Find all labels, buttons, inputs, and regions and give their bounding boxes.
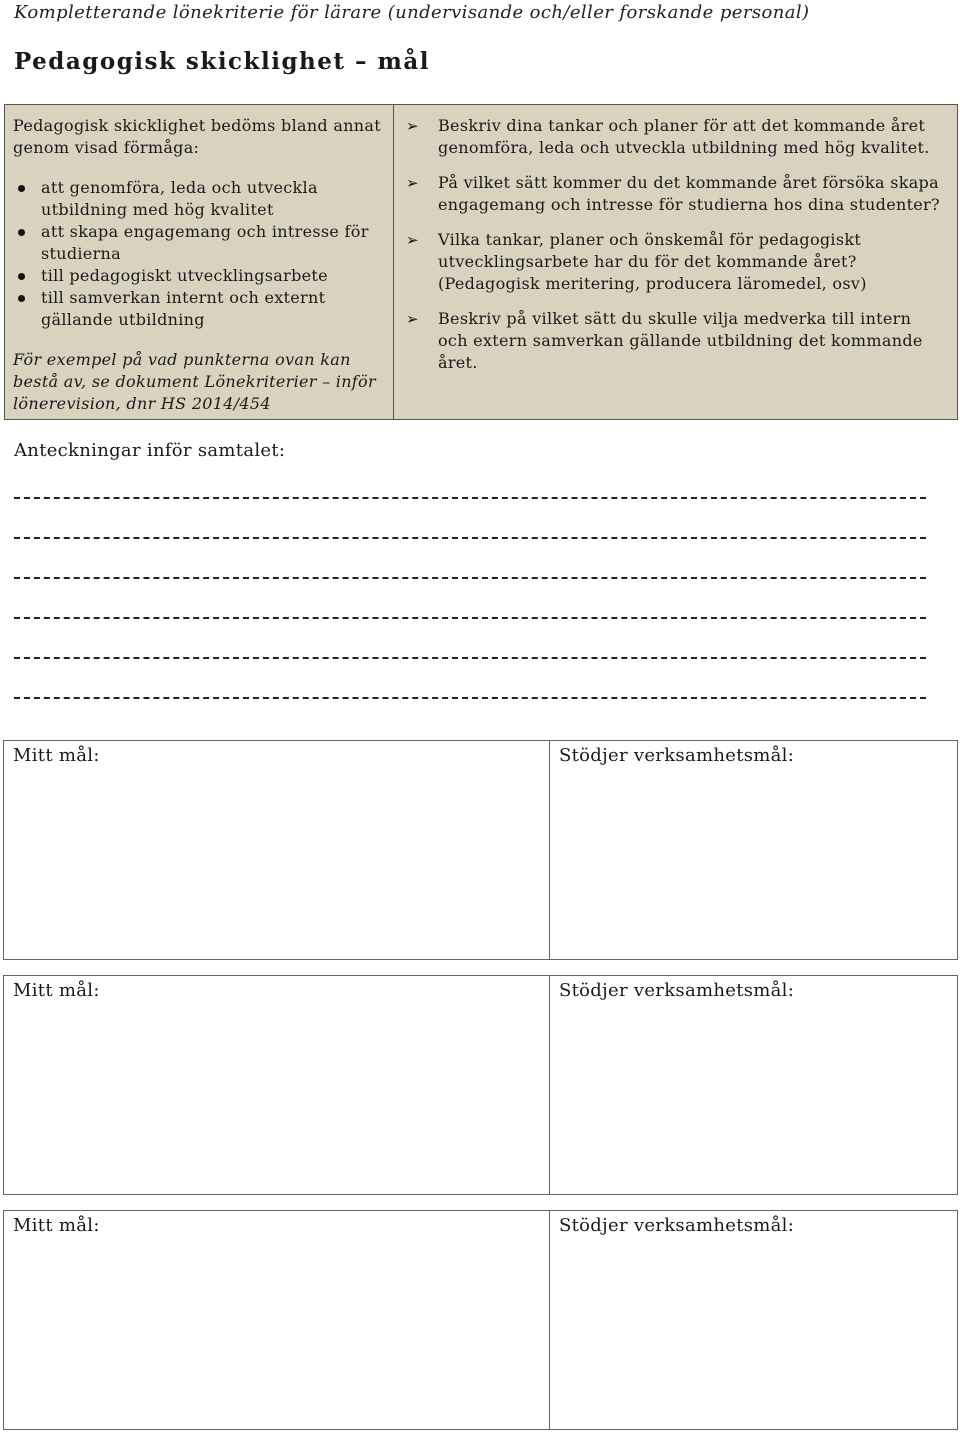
criteria-item: till samverkan internt och externt gällande utbildning bbox=[13, 287, 383, 331]
criteria-item: att skapa engagemang och intresse för studierna bbox=[13, 221, 383, 265]
my-goal-field[interactable] bbox=[4, 741, 550, 959]
page-title: Pedagogisk skicklighet – mål bbox=[14, 48, 431, 75]
notes-writing-line[interactable] bbox=[14, 577, 926, 579]
goal-box bbox=[3, 1210, 958, 1430]
question-item bbox=[404, 229, 943, 295]
supports-goal-field[interactable] bbox=[550, 1211, 957, 1429]
question-text: Beskriv på vilket sätt du skulle vilja medverka till intern och extern samverkan gällande utbildning det kommande året. bbox=[438, 309, 923, 372]
notes-writing-line[interactable] bbox=[14, 497, 926, 499]
supports-goal-label: Stödjer verksamhetsmål: bbox=[559, 1215, 795, 1236]
arrow-bullet-icon: ➢ bbox=[406, 174, 419, 192]
notes-writing-line[interactable] bbox=[14, 537, 926, 539]
criteria-item: till pedagogiskt utvecklingsarbete bbox=[13, 265, 383, 287]
arrow-bullet-icon: ➢ bbox=[406, 231, 419, 249]
goal-box bbox=[3, 975, 958, 1195]
criteria-column bbox=[5, 105, 394, 419]
criteria-list bbox=[13, 177, 383, 331]
criteria-intro: Pedagogisk skicklighet bedöms bland annat genom visad förmåga: bbox=[13, 116, 381, 157]
arrow-bullet-icon: ➢ bbox=[406, 310, 419, 328]
info-box bbox=[4, 104, 958, 420]
question-text: Beskriv dina tankar och planer för att det kommande året genomföra, leda och utveckla utbildning med hög kvalitet. bbox=[438, 116, 930, 157]
my-goal-label: Mitt mål: bbox=[13, 980, 100, 1001]
question-item bbox=[404, 115, 943, 159]
question-item bbox=[404, 308, 943, 374]
my-goal-field[interactable] bbox=[4, 1211, 550, 1429]
questions-column bbox=[394, 105, 957, 419]
my-goal-label: Mitt mål: bbox=[13, 1215, 100, 1236]
supports-goal-label: Stödjer verksamhetsmål: bbox=[559, 745, 795, 766]
criteria-item: att genomföra, leda och utveckla utbildning med hög kvalitet bbox=[13, 177, 383, 221]
my-goal-field[interactable] bbox=[4, 976, 550, 1194]
notes-label: Anteckningar inför samtalet: bbox=[14, 440, 286, 461]
document-subtitle: Kompletterande lönekriterie för lärare (undervisande och/eller forskande personal) bbox=[14, 2, 810, 23]
question-item bbox=[404, 172, 943, 216]
question-text: På vilket sätt kommer du det kommande året försöka skapa engagemang och intresse för studierna hos dina studenter? bbox=[438, 173, 940, 214]
notes-writing-line[interactable] bbox=[14, 657, 926, 659]
supports-goal-field[interactable] bbox=[550, 976, 957, 1194]
supports-goal-label: Stödjer verksamhetsmål: bbox=[559, 980, 795, 1001]
arrow-bullet-icon: ➢ bbox=[406, 117, 419, 135]
criteria-note: För exempel på vad punkterna ovan kan bestå av, se dokument Lönekriterier – inför lönerevision, dnr HS 2014/454 bbox=[13, 350, 376, 413]
supports-goal-field[interactable] bbox=[550, 741, 957, 959]
my-goal-label: Mitt mål: bbox=[13, 745, 100, 766]
notes-writing-line[interactable] bbox=[14, 617, 926, 619]
question-text: Vilka tankar, planer och önskemål för pedagogiskt utvecklingsarbete har du för det kommande året? (Pedagogisk meritering, producera läromedel, osv) bbox=[438, 230, 867, 293]
notes-writing-line[interactable] bbox=[14, 697, 926, 699]
goal-box bbox=[3, 740, 958, 960]
